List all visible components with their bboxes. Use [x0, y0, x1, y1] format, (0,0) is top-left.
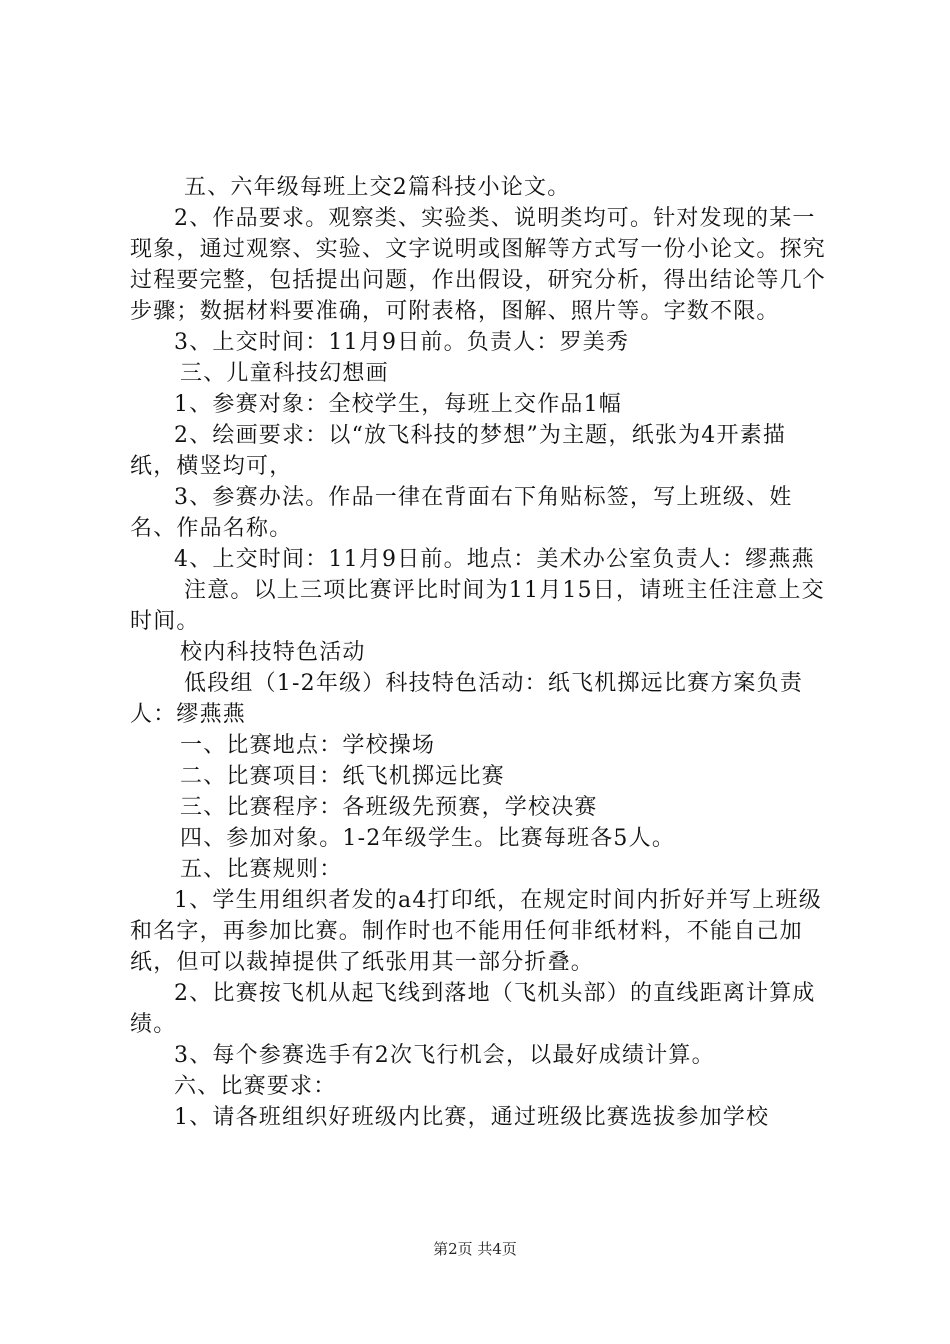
- document-body: [130, 172, 830, 1133]
- paragraph: 1、请各班组织好班级内比赛，通过班级比赛选拔参加学校: [174, 1105, 770, 1130]
- paragraph: 3、每个参赛选手有2次飞行机会，以最好成绩计算。: [174, 1043, 715, 1068]
- paragraph: 五、六年级每班上交2篇科技小论文。: [184, 175, 571, 200]
- paragraph: 2、作品要求。观察类、实验类、说明类均可。针对发现的某一现象，通过观察、实验、文字说明或图解等方式写一份小论文。探究过程要完整，包括提出问题，作出假设，研究分析，得出结论等几个步骤；数据材料要准确，可附表格，图解、照片等。字数不限。: [130, 206, 827, 324]
- paragraph: 二、比赛项目：纸飞机掷远比赛: [180, 764, 505, 789]
- paragraph: 2、绘画要求：以“放飞科技的梦想”为主题，纸张为4开素描纸，横竖均可，: [130, 423, 787, 479]
- paragraph: 三、儿童科技幻想画: [180, 361, 389, 386]
- paragraph: 六、比赛要求：: [174, 1074, 337, 1099]
- paragraph: 低段组（1-2年级）科技特色活动：纸飞机掷远比赛方案负责人：缪燕燕: [130, 671, 804, 727]
- paragraph: 三、比赛程序：各班级先预赛，学校决赛: [180, 795, 598, 820]
- paragraph: 1、学生用组织者发的a4打印纸，在规定时间内折好并写上班级和名字，再参加比赛。制作时也不能用任何非纸材料，不能自己加纸，但可以裁掉提供了纸张用其一部分折叠。: [130, 888, 822, 975]
- paragraph: 一、比赛地点：学校操场: [180, 733, 436, 758]
- paragraph: 2、比赛按飞机从起飞线到落地（飞机头部）的直线距离计算成绩。: [130, 981, 816, 1037]
- paragraph: 3、参赛办法。作品一律在背面右下角贴标签，写上班级、姓名、作品名称。: [130, 485, 793, 541]
- paragraph: 3、上交时间：11月9日前。负责人：罗美秀: [174, 330, 630, 355]
- paragraph: 1、参赛对象：全校学生，每班上交作品1幅: [174, 392, 622, 417]
- paragraph: 4、上交时间：11月9日前。地点：美术办公室负责人：缪燕燕: [174, 547, 815, 572]
- section-heading: 校内科技特色活动: [180, 640, 366, 665]
- paragraph: 五、比赛规则：: [180, 857, 343, 882]
- page-number-footer: 第2页 共4页: [433, 1240, 517, 1258]
- paragraph: 注意。以上三项比赛评比时间为11月15日，请班主任注意上交时间。: [130, 578, 825, 634]
- paragraph: 四、参加对象。1-2年级学生。比赛每班各5人。: [180, 826, 676, 851]
